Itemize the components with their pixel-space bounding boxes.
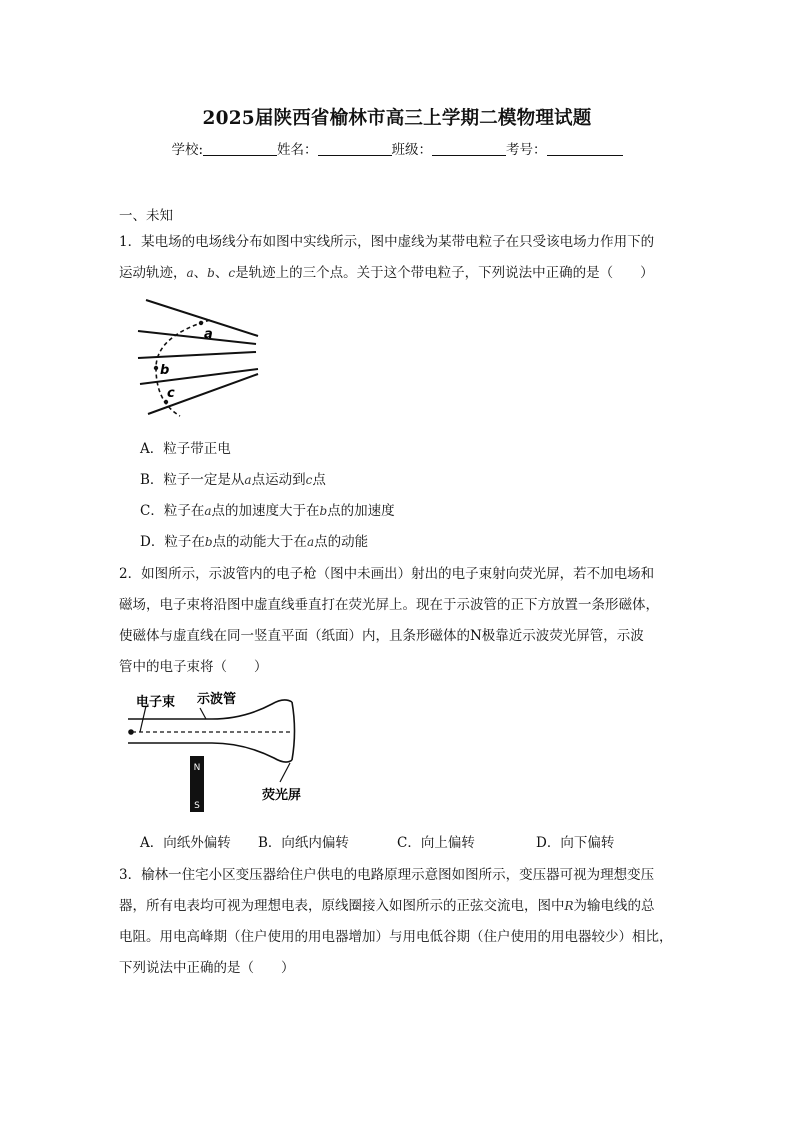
screen-outline xyxy=(292,702,295,760)
option-text: B．粒子一定是从 xyxy=(140,472,245,488)
q2-option-d[interactable]: D．向下偏转 xyxy=(536,835,615,851)
var-b: b xyxy=(207,266,215,280)
tube-bottom-outline xyxy=(128,743,292,762)
q1-option-d[interactable] xyxy=(140,530,368,550)
label-oscilloscope-tube: 示波管 xyxy=(197,692,237,707)
point-a-dot xyxy=(199,321,203,325)
var-b: b xyxy=(204,535,213,549)
option-text: D．粒子在 xyxy=(140,534,205,550)
option-text: C．粒子在 xyxy=(140,503,205,519)
q2-oscilloscope-figure xyxy=(122,688,312,816)
separator: 、 xyxy=(214,265,229,281)
label-a: a xyxy=(204,327,213,342)
q2-option-a[interactable]: A．向纸外偏转 xyxy=(140,835,231,851)
section-heading: 一、未知 xyxy=(119,208,173,224)
q2-stem-line3: 使磁体与虚直线在同一竖直平面（纸面）内，且条形磁体的N极靠近示波荧光屏管，示波 xyxy=(119,628,644,644)
q1-stem-line2 xyxy=(119,261,654,281)
q3-stem-text: 为输电线的总 xyxy=(573,898,655,914)
q1-electric-field-figure xyxy=(136,296,264,420)
q2-option-b[interactable]: B．向纸内偏转 xyxy=(258,835,349,851)
var-r: R xyxy=(564,899,574,913)
school-label: 学校: xyxy=(171,142,204,158)
option-text: 点的动能大于在 xyxy=(212,534,308,550)
option-text: 点运动到 xyxy=(251,472,306,488)
q3-stem-text: 器，所有电表均可视为理想电表，原线圈接入如图所示的正弦交流电，图中 xyxy=(119,898,565,914)
var-a: a xyxy=(204,504,212,518)
q3-stem-line2 xyxy=(119,894,655,914)
class-blank[interactable] xyxy=(432,141,506,156)
option-text: 点 xyxy=(312,472,326,488)
label-c: c xyxy=(167,386,175,401)
field-line-2 xyxy=(138,331,256,344)
exam-number-blank[interactable] xyxy=(547,141,623,156)
class-label: 班级： xyxy=(391,142,433,158)
q3-stem-line1: 3．榆林一住宅小区变压器给住户供电的电路原理示意图如图所示，变压器可视为理想变压 xyxy=(119,867,655,883)
option-text: 点的加速度大于在 xyxy=(211,503,320,519)
exam-number-label: 考号： xyxy=(506,142,547,158)
q3-stem-line4: 下列说法中正确的是（ ） xyxy=(119,960,295,976)
screen-pointer xyxy=(280,763,290,782)
q2-stem-line2: 磁场，电子束将沿图中虚直线垂直打在荧光屏上。现在于示波管的正下方放置一条形磁体， xyxy=(119,597,659,613)
var-b: b xyxy=(319,504,328,518)
var-c: c xyxy=(305,473,313,487)
var-c: c xyxy=(228,266,236,280)
name-label: 姓名： xyxy=(277,142,318,158)
q1-stem-text: 是轨迹上的三个点。关于这个带电粒子，下列说法中正确的是（ ） xyxy=(235,265,654,281)
tube-pointer xyxy=(200,708,206,719)
option-text: 点的加速度 xyxy=(327,503,395,519)
var-a: a xyxy=(186,266,194,280)
q3-stem-line3: 电阻。用电高峰期（住户使用的用电器增加）与用电低谷期（住户使用的用电器较少）相比， xyxy=(119,929,673,945)
q1-option-c[interactable] xyxy=(140,499,395,519)
electron-gun-dot xyxy=(128,729,134,735)
label-b: b xyxy=(160,363,170,378)
q2-stem-line4: 管中的电子束将（ ） xyxy=(119,659,268,675)
q1-stem-line1: 1．某电场的电场线分布如图中实线所示，图中虚线为某带电粒子在只受该电场力作用下的 xyxy=(119,234,655,250)
magnet-n-label: N xyxy=(193,763,201,773)
q2-stem-line1: 2．如图所示，示波管内的电子枪（图中未画出）射出的电子束射向荧光屏，若不加电场和 xyxy=(119,566,655,582)
field-line-3 xyxy=(138,352,256,358)
student-info-line xyxy=(0,138,794,158)
option-text: 点的动能 xyxy=(314,534,369,550)
page-title: 2025届陕西省榆林市高三上学期二模物理试题 xyxy=(202,108,592,129)
point-b-dot xyxy=(154,366,158,370)
label-electron-beam: 电子束 xyxy=(136,695,176,710)
q1-stem-text: 运动轨迹， xyxy=(119,265,187,281)
q1-option-a[interactable]: A．粒子带正电 xyxy=(140,441,231,457)
var-a: a xyxy=(244,473,252,487)
var-a: a xyxy=(307,535,315,549)
label-screen: 荧光屏 xyxy=(262,788,302,803)
q2-option-c[interactable]: C．向上偏转 xyxy=(397,835,475,851)
name-blank[interactable] xyxy=(318,141,392,156)
magnet-s-label: S xyxy=(194,801,200,811)
school-blank[interactable] xyxy=(203,141,277,156)
field-line-1 xyxy=(146,300,258,336)
separator: 、 xyxy=(193,265,208,281)
q1-option-b[interactable] xyxy=(140,468,326,488)
